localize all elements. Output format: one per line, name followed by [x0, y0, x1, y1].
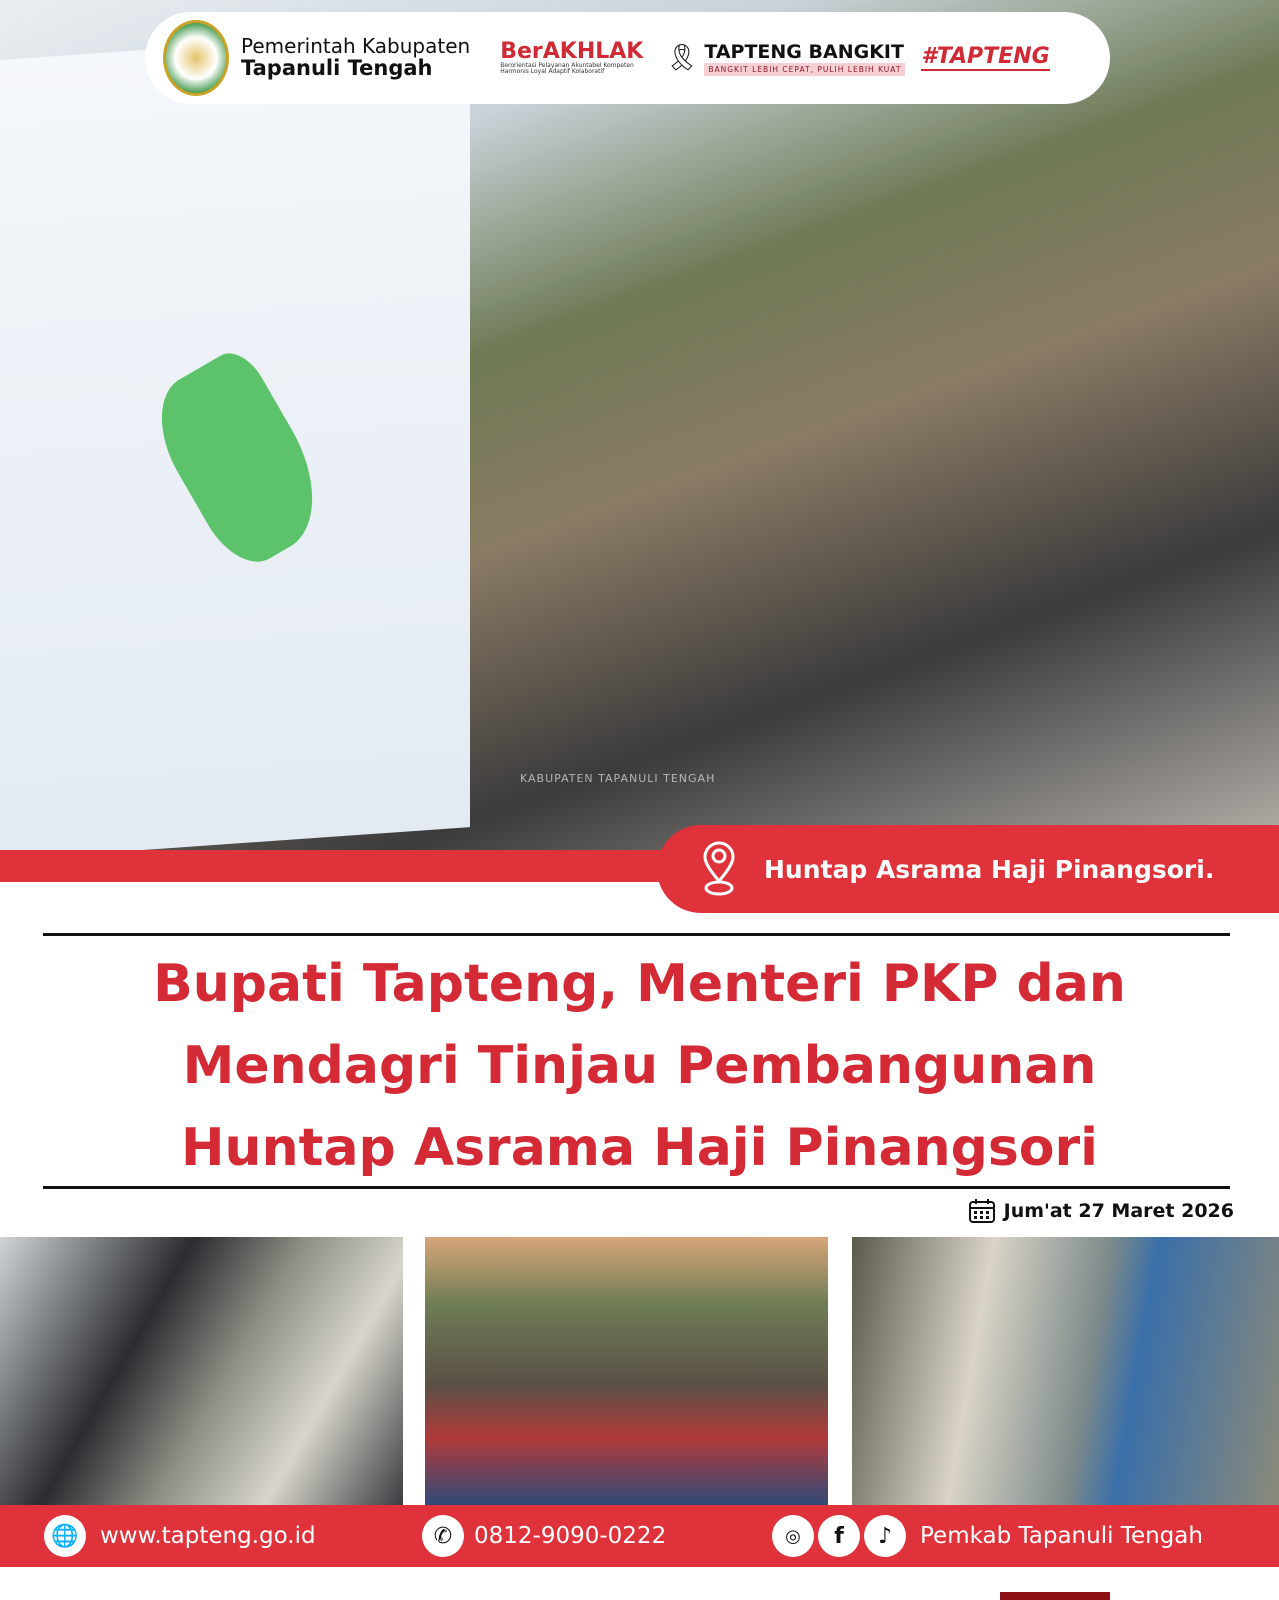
hashtag-logo: #TAPTENG — [921, 45, 1049, 71]
red-band — [0, 850, 700, 882]
photo-greeting — [852, 1237, 1279, 1505]
berakhlak-title: BerAKHLAK — [500, 39, 644, 64]
facebook-icon[interactable]: f — [818, 1515, 860, 1557]
bangkit-subtitle: BANGKIT LEBIH CEPAT, PULIH LEBIH KUAT — [704, 63, 905, 76]
location-text: Huntap Asrama Haji Pinangsori. — [764, 854, 1215, 884]
divider-top — [43, 933, 1230, 936]
social-links[interactable] — [772, 1515, 1203, 1557]
government-name — [241, 35, 470, 80]
date-text: Jum'at 27 Maret 2026 — [1003, 1200, 1234, 1222]
regency-seal-logo — [163, 20, 229, 96]
instagram-icon[interactable]: ◎ — [772, 1515, 814, 1557]
location-badge — [657, 825, 1279, 913]
headline-line: Mendagri Tinjau Pembangunan — [182, 1036, 1097, 1096]
whatsapp-contact[interactable] — [422, 1515, 666, 1557]
header-bar — [145, 12, 1110, 104]
ribbon-icon: 🎗 — [665, 43, 699, 73]
whatsapp-icon: ✆ — [422, 1515, 464, 1557]
tapteng-bangkit-logo — [665, 41, 905, 76]
footer-bar — [0, 1505, 1279, 1567]
social-handle-text: Pemkab Tapanuli Tengah — [920, 1523, 1203, 1549]
website-text: www.tapteng.go.id — [100, 1523, 316, 1549]
bangkit-title: TAPTENG BANGKIT — [704, 40, 904, 63]
date-label — [968, 1198, 1234, 1224]
globe-icon: 🌐 — [44, 1515, 86, 1557]
headline — [0, 943, 1279, 1189]
photo-officials-car — [0, 1237, 403, 1505]
divider-bottom — [43, 1186, 1230, 1189]
calendar-icon — [968, 1198, 996, 1224]
headline-line: Huntap Asrama Haji Pinangsori — [181, 1118, 1098, 1178]
gov-line2: Tapanuli Tengah — [241, 56, 433, 81]
berakhlak-logo — [500, 41, 643, 75]
photo-crowd — [425, 1237, 828, 1505]
website-link[interactable] — [44, 1515, 316, 1557]
tiktok-icon[interactable]: ♪ — [864, 1515, 906, 1557]
berakhlak-subtitle: Berorientasi Pelayanan Akuntabel Kompeten Harmonis Loyal Adaptif Kolaboratif — [500, 62, 634, 75]
location-pin-icon — [702, 841, 736, 897]
footer-accent — [1000, 1592, 1110, 1600]
phone-text: 0812-9090-0222 — [474, 1523, 667, 1549]
headline-line: Bupati Tapteng, Menteri PKP dan — [153, 954, 1126, 1014]
gov-line1: Pemerintah Kabupaten — [241, 34, 471, 59]
photo-watermark: KABUPATEN TAPANULI TENGAH — [520, 772, 716, 785]
